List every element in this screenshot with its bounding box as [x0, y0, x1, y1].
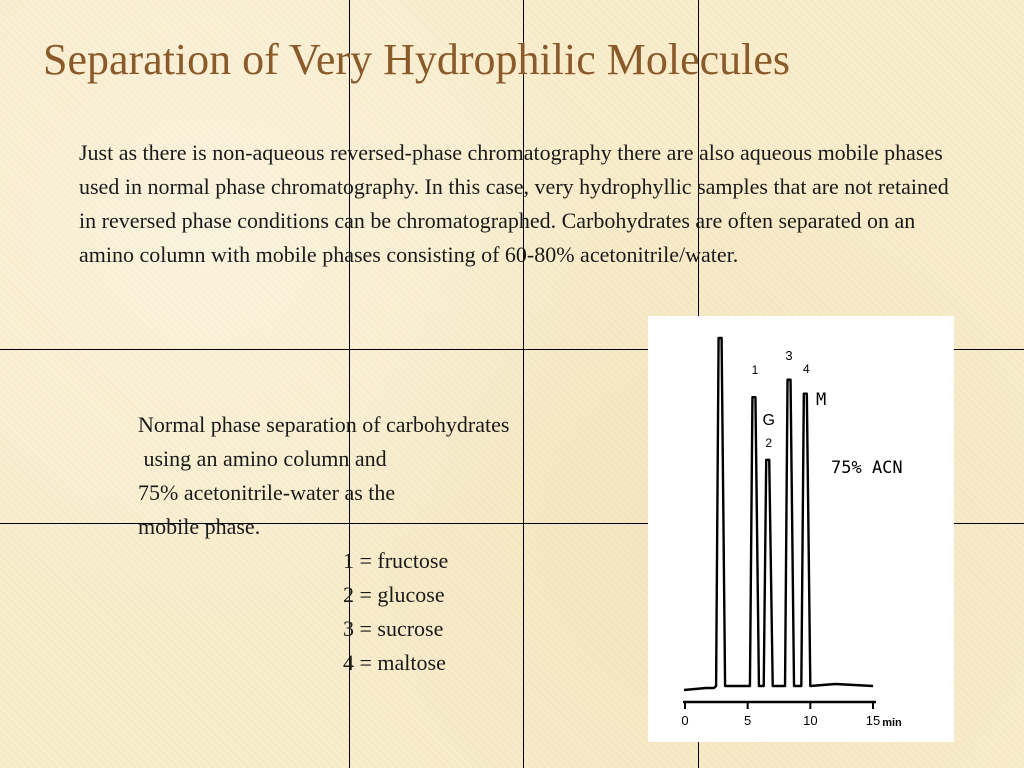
peak-label: 1 — [751, 363, 759, 377]
grid-line-vertical-2 — [523, 0, 524, 768]
chromatogram-trace — [684, 338, 873, 690]
x-tick-label: 0 — [681, 713, 689, 728]
intro-paragraph: Just as there is non-aqueous reversed-phase chromatography there are also aqueous mobile phases used in normal phase chromatography. In this case, very hydrophyllic samples that are not retained in reversed phase conditions can be chromatographed. Carbohydrates are often separated on an amino column with mobile phases consisting of 60-80% acetonitrile/water. — [79, 140, 949, 267]
legend-item-fructose: 1 = fructose — [343, 548, 449, 573]
peak-label: 3 — [785, 348, 793, 363]
x-tick-label: 15 — [865, 713, 881, 728]
figure-caption — [138, 408, 638, 544]
legend-item-glucose: 2 = glucose — [343, 582, 445, 607]
peak-label: 2 — [765, 436, 773, 450]
caption-line: Normal phase separation of carbohydrates — [138, 412, 510, 437]
peak-labels — [752, 348, 810, 450]
caption-line: using an amino column and — [138, 446, 387, 471]
legend-item-maltose: 4 = maltose — [343, 650, 446, 675]
annotation-acn: 75% ACN — [831, 458, 903, 478]
chromatogram-svg — [648, 316, 954, 742]
annotation-m: M — [816, 390, 827, 410]
chromatogram-figure — [648, 316, 954, 742]
legend-item-sucrose: 3 = sucrose — [343, 616, 444, 641]
x-tick-label: 5 — [744, 713, 752, 728]
x-unit-label: min — [882, 717, 902, 729]
x-tick-label: 10 — [803, 713, 818, 728]
peak-label: G — [762, 412, 775, 429]
caption-line: 75% acetonitrile-water as the — [138, 480, 396, 505]
caption-line: mobile phase. — [138, 514, 261, 539]
slide-title: Separation of Very Hydrophilic Molecules — [43, 35, 791, 84]
time-axis-ticks — [681, 702, 902, 729]
peak-label: 4 — [802, 362, 810, 376]
peak-legend — [343, 544, 448, 680]
